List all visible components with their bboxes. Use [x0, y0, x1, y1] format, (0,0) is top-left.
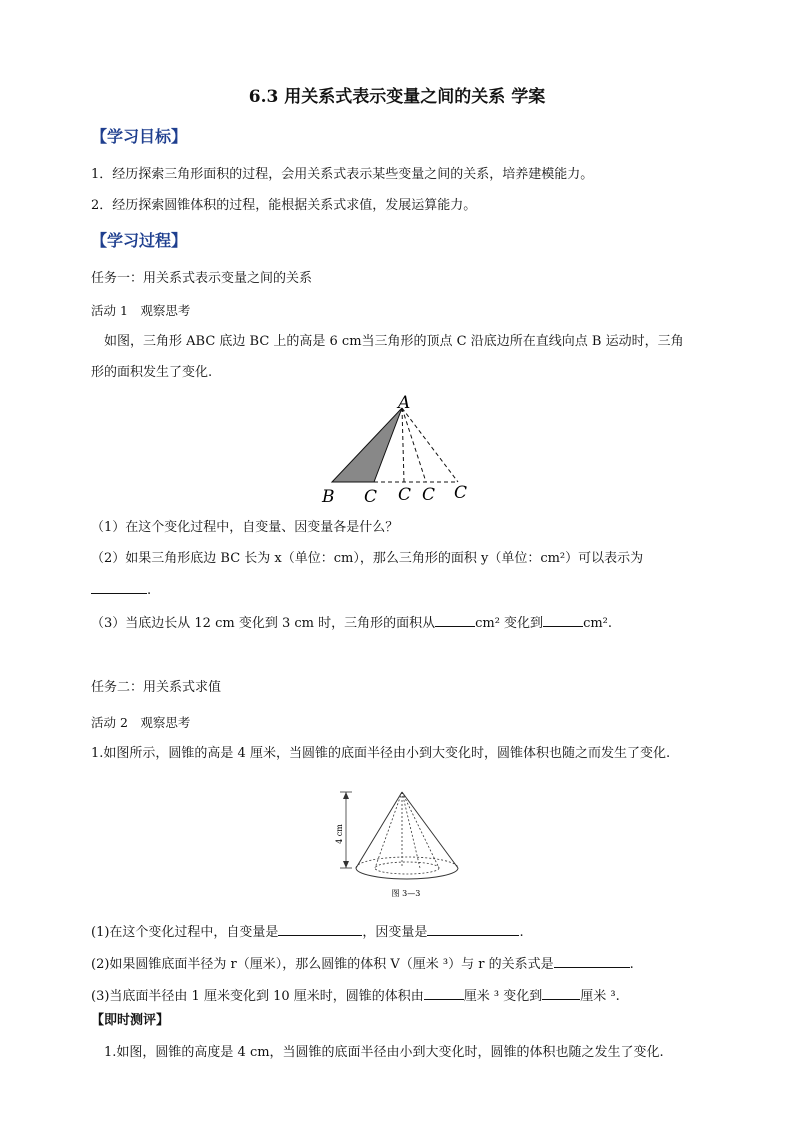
answer-blank[interactable] [435, 613, 475, 627]
task1-intro-line2: 形的面积发生了变化. [91, 365, 213, 380]
label-b: B [322, 487, 335, 507]
task2-title: 任务二：用关系式求值 [91, 680, 222, 695]
page-title: 6.3 用关系式表示变量之间的关系 学案 [248, 87, 546, 107]
label-c-3: C [422, 485, 436, 505]
task2-intro: 1.如图所示，圆锥的高是 4 厘米，当圆锥的底面半径由小到大变化时，圆锥体积也随之而发生了变化. [91, 746, 671, 761]
task1-activity: 活动 1 观察思考 [91, 303, 191, 318]
answer-blank[interactable] [91, 580, 147, 594]
label-c-4: C [454, 483, 468, 503]
task1-title: 任务一：用关系式表示变量之间的关系 [91, 271, 313, 286]
answer-blank[interactable] [543, 613, 583, 627]
goal-item-2: 2．经历探索圆锥体积的过程，能根据关系式求值，发展运算能力。 [91, 198, 477, 213]
goal-item-1: 1．经历探索三角形面积的过程，会用关系式表示某些变量之间的关系，培养建模能力。 [91, 167, 594, 182]
cone-caption: 图 3—3 [391, 889, 421, 898]
cone-height-label: 4 cm [335, 824, 344, 844]
task1-q2-line2: . [91, 580, 151, 600]
label-a: A [398, 393, 411, 413]
task1-q1: （1）在这个变化过程中，自变量、因变量各是什么？ [91, 520, 399, 535]
cone-figure [330, 786, 470, 902]
test-q1: 1.如图，圆锥的高度是 4 cm，当圆锥的底面半径由小到大变化时，圆锥的体积也随之发生了变化. [91, 1045, 664, 1060]
shaded-triangle [332, 408, 402, 482]
answer-blank[interactable] [542, 986, 580, 1000]
task2-q1: (1)在这个变化过程中，自变量是 ，因变量是 . [91, 922, 524, 942]
task2-q2: (2)如果圆锥底面半径为 r（厘米），那么圆锥的体积 V（厘米 ³）与 r 的关系式是 . [91, 954, 634, 974]
answer-blank[interactable] [424, 986, 464, 1000]
task1-intro-line1: 如图，三角形 ABC 底边 BC 上的高是 6 cm当三角形的顶点 C 沿底边所在直线向点 B 运动时，三角 [91, 334, 684, 349]
answer-blank[interactable] [554, 954, 630, 968]
answer-blank[interactable] [427, 922, 519, 936]
task2-activity: 活动 2 观察思考 [91, 715, 191, 730]
triangle-figure [318, 392, 478, 508]
answer-blank[interactable] [278, 922, 362, 936]
task1-q3: （3）当底边长从 12 cm 变化到 3 cm 时，三角形的面积从 cm² 变化到 cm². [91, 613, 612, 633]
task2-q3: (3)当底面半径由 1 厘米变化到 10 厘米时，圆锥的体积由 厘米 ³ 变化到 厘米 ³. [91, 986, 620, 1006]
label-c-2: C [398, 485, 412, 505]
process-heading: 【学习过程】 [91, 231, 188, 250]
label-c-1: C [364, 487, 378, 507]
goals-heading: 【学习目标】 [91, 127, 188, 146]
test-heading: 【即时测评】 [91, 1013, 170, 1028]
task1-q2: （2）如果三角形底边 BC 长为 x（单位：cm），那么三角形的面积 y（单位：cm²）可以表示为 [91, 551, 644, 566]
